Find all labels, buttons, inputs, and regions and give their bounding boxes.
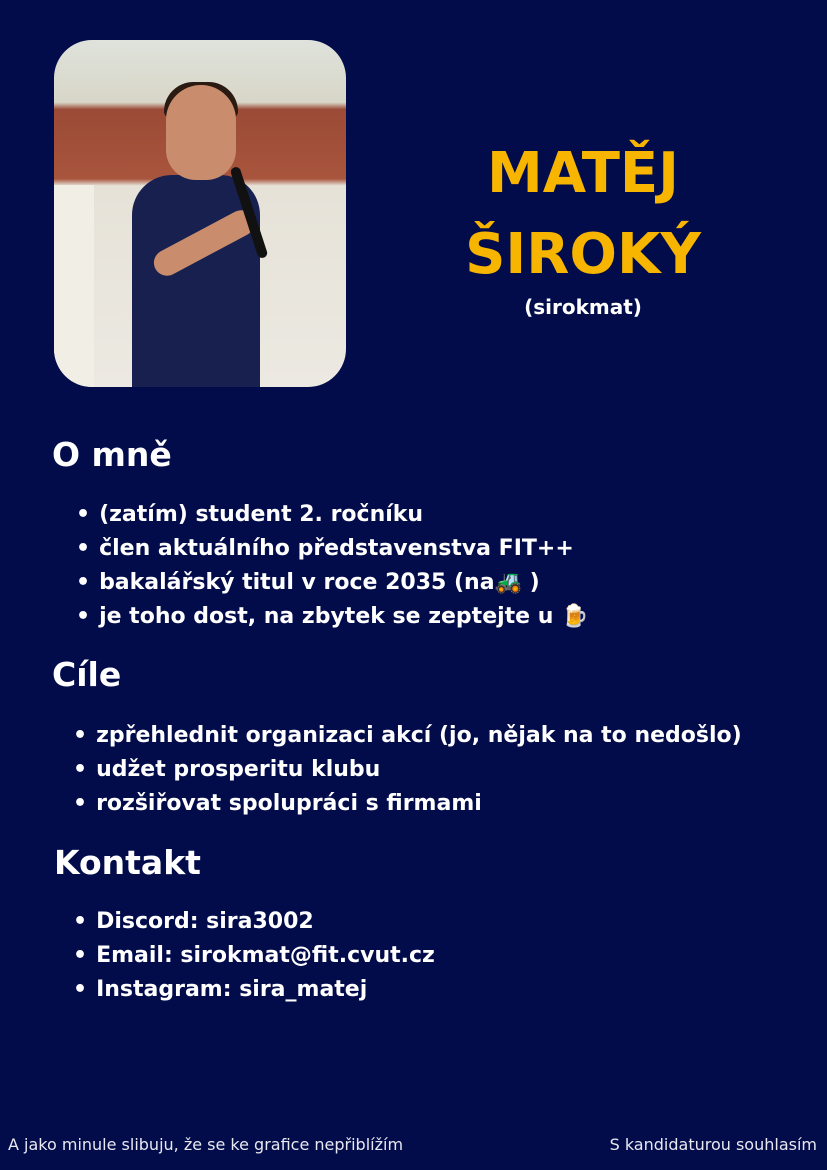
list-item: • zpřehlednit organizaci akcí (jo, nějak na to nedošlo) [73, 719, 742, 753]
goals-heading: Cíle [52, 655, 122, 694]
footer-consent: S kandidaturou souhlasím [609, 1135, 817, 1154]
contact-heading: Kontakt [54, 843, 201, 882]
list-item: • (zatím) student 2. ročníku [76, 498, 588, 532]
list-item: • je toho dost, na zbytek se zeptejte u 🍺 [76, 600, 588, 634]
about-heading: O mně [52, 435, 172, 474]
last-name: ŠIROKÝ [465, 222, 701, 287]
goals-list [73, 719, 742, 821]
first-name: MATĚJ [486, 141, 679, 206]
contact-list [73, 905, 435, 1007]
about-list [76, 498, 588, 634]
candidate-photo [54, 40, 346, 387]
footer-left-note: A jako minule slibuju, že se ke grafice nepřiblížím [8, 1135, 404, 1154]
contact-discord: • Discord: sira3002 [73, 905, 435, 939]
list-item: • udžet prosperitu klubu [73, 753, 742, 787]
nickname: (sirokmat) [524, 295, 642, 319]
contact-email: • Email: sirokmat@fit.cvut.cz [73, 939, 435, 973]
list-item: • bakalářský titul v roce 2035 (na🚜 ) [76, 566, 588, 600]
list-item: • člen aktuálního představenstva FIT++ [76, 532, 588, 566]
contact-instagram: • Instagram: sira_matej [73, 973, 435, 1007]
list-item: • rozšiřovat spolupráci s firmami [73, 787, 742, 821]
